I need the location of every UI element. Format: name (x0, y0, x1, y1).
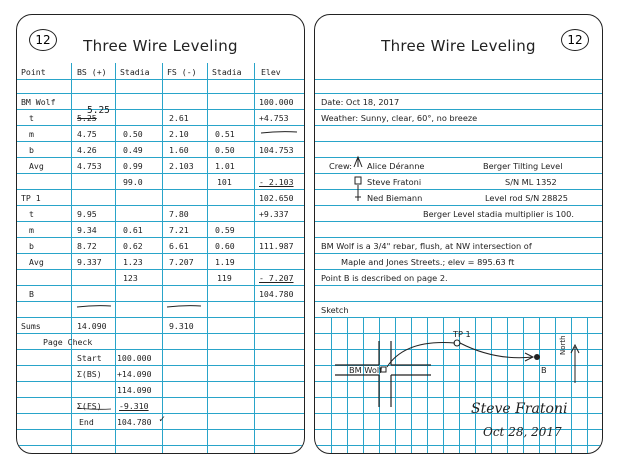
page-title: Three Wire Leveling (381, 37, 536, 55)
equipment-serial: S/N ML 1352 (505, 177, 557, 187)
row-point: B (29, 289, 34, 299)
header-stadia-2: Stadia (212, 67, 242, 77)
start-label: Start (77, 353, 102, 363)
row-fs: 2.61 (169, 113, 189, 123)
sketch-north-label: North (559, 335, 567, 355)
row-point: TP 1 (21, 193, 41, 203)
row-point: BM Wolf (21, 97, 56, 107)
sketch-label: Sketch (321, 305, 349, 315)
row-fs: 7.80 (169, 209, 189, 219)
row-point: Avg (29, 257, 44, 267)
header-bs: BS (+) (77, 67, 107, 77)
row-bs: 9.34 (77, 225, 97, 235)
row-bs: 4.753 (77, 161, 102, 171)
page-number: 12 (561, 29, 589, 51)
row-stadia-1: 0.62 (123, 241, 143, 251)
row-bs: 9.337 (77, 257, 102, 267)
sketch-b-label: B (541, 365, 547, 375)
left-page (16, 14, 305, 454)
site-sketch (315, 311, 602, 411)
row-stadia-2: 0.60 (215, 241, 235, 251)
row-elev: 111.987 (259, 241, 294, 251)
row-elev: - 7.207 (259, 273, 294, 283)
header-elev: Elev (261, 67, 281, 77)
signed-date: Oct 28, 2017 (483, 425, 562, 439)
sum-bs-label: Σ(BS) (77, 369, 102, 379)
check-mark-icon: ✓ (159, 414, 166, 425)
point-b-description: Point B is described on page 2. (321, 273, 448, 283)
row-point: m (29, 129, 34, 139)
corrected-bs: 5.25 (87, 105, 110, 116)
row-stadia-1: 99.0 (123, 177, 143, 187)
sums-label: Sums (21, 321, 41, 331)
crew-roles-icon (351, 153, 367, 203)
page-title: Three Wire Leveling (83, 37, 238, 55)
row-bs: 4.75 (77, 129, 97, 139)
row-elev: 102.650 (259, 193, 294, 203)
row-bs: 9.95 (77, 209, 97, 219)
row-fs: 2.10 (169, 129, 189, 139)
underline-strokes (17, 15, 304, 453)
row-stadia-1: 0.99 (123, 161, 143, 171)
row-elev: +9.337 (259, 209, 289, 219)
page-number: 12 (29, 29, 57, 51)
sum-fs-value: -9.310 (119, 401, 149, 411)
row-fs: 1.60 (169, 145, 189, 155)
row-point: Avg (29, 161, 44, 171)
row-stadia-1: 0.49 (123, 145, 143, 155)
bm-description: BM Wolf is a 3/4" rebar, flush, at NW intersection of (321, 241, 532, 251)
row-stadia-1: 1.23 (123, 257, 143, 267)
equipment-rod: Level rod S/N 28825 (485, 193, 568, 203)
crew-member: Alice Déranne (367, 161, 425, 171)
row-point: t (29, 113, 34, 123)
sketch-tp-label: TP 1 (453, 329, 471, 339)
equipment-level: Berger Tilting Level (483, 161, 563, 171)
sum-bs-value: +14.090 (117, 369, 152, 379)
date-text: Date: Oct 18, 2017 (321, 97, 400, 107)
weather-text: Weather: Sunny, clear, 60°, no breeze (321, 113, 478, 123)
row-stadia-2: 101 (217, 177, 232, 187)
row-stadia-1: 123 (123, 273, 138, 283)
header-stadia-1: Stadia (120, 67, 150, 77)
end-value: 104.780 (117, 417, 152, 427)
row-fs: 7.207 (169, 257, 194, 267)
right-page (314, 14, 603, 454)
row-stadia-2: 1.19 (215, 257, 235, 267)
row-stadia-2: 0.50 (215, 145, 235, 155)
subtotal-value: 114.090 (117, 385, 152, 395)
crew-member: Ned Biemann (367, 193, 423, 203)
row-bs: 4.26 (77, 145, 97, 155)
row-point: b (29, 241, 34, 251)
row-stadia-2: 119 (217, 273, 232, 283)
row-fs: 7.21 (169, 225, 189, 235)
page-check-label: Page Check (43, 337, 93, 347)
row-stadia-1: 0.61 (123, 225, 143, 235)
header-fs: FS (-) (167, 67, 197, 77)
row-bs: 8.72 (77, 241, 97, 251)
sums-bs: 14.090 (77, 321, 107, 331)
stadia-note: Berger Level stadia multiplier is 100. (423, 209, 574, 219)
row-fs: 6.61 (169, 241, 189, 251)
row-stadia-2: 1.01 (215, 161, 235, 171)
bm-description-2: Maple and Jones Streets.; elev = 895.63 ft (341, 257, 515, 267)
signature: Steve Fratoni (471, 401, 568, 417)
row-elev: 100.000 (259, 97, 294, 107)
row-point: b (29, 145, 34, 155)
crew-member: Steve Fratoni (367, 177, 422, 187)
row-elev: - 2.103 (259, 177, 294, 187)
row-bs-struck: 5.25 (77, 113, 97, 123)
row-point: t (29, 209, 34, 219)
sum-fs-label: Σ(FS) (77, 401, 102, 411)
sums-fs: 9.310 (169, 321, 194, 331)
start-value: 100.000 (117, 353, 152, 363)
row-stadia-1: 0.50 (123, 129, 143, 139)
row-stadia-2: 0.51 (215, 129, 235, 139)
row-elev: +4.753 (259, 113, 289, 123)
header-point: Point (21, 67, 46, 77)
row-elev: 104.780 (259, 289, 294, 299)
crew-label: Crew: (329, 161, 352, 171)
sketch-bm-label: BM Wolf (349, 365, 383, 375)
row-stadia-2: 0.59 (215, 225, 235, 235)
row-fs: 2.103 (169, 161, 194, 171)
row-point: m (29, 225, 34, 235)
end-label: End (79, 417, 94, 427)
row-elev: 104.753 (259, 145, 294, 155)
